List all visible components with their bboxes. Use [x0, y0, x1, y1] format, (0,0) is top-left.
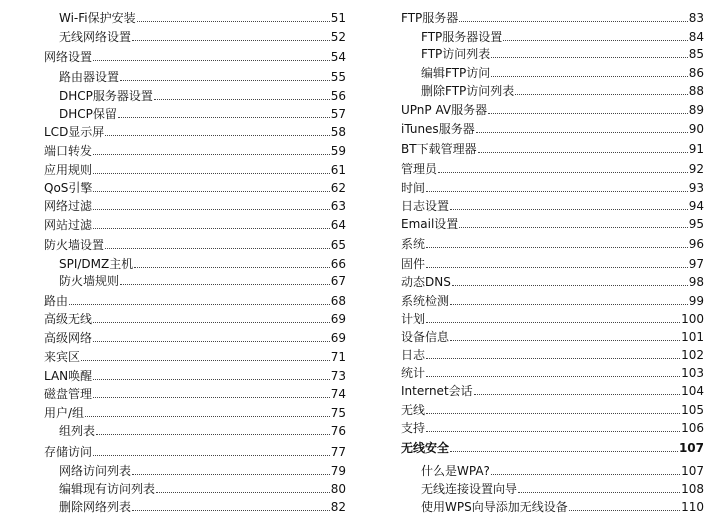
toc-entry[interactable]	[44, 309, 346, 326]
toc-entry[interactable]	[401, 196, 704, 213]
toc-entry[interactable]	[44, 254, 346, 271]
dot-leader	[426, 376, 680, 377]
dot-leader	[426, 413, 680, 414]
toc-entry[interactable]	[401, 178, 704, 195]
toc-entry-page-number: 59	[330, 144, 346, 158]
toc-entry-page-number: 79	[330, 464, 346, 478]
dot-leader	[120, 80, 330, 81]
toc-entry[interactable]	[401, 327, 704, 344]
toc-entry-title: Internet会话	[401, 384, 473, 398]
dot-leader	[515, 94, 687, 95]
toc-entry-page-number: 57	[330, 107, 346, 121]
dot-leader	[438, 172, 688, 173]
toc-entry-title: FTP服务器设置	[421, 30, 503, 44]
toc-entry[interactable]	[401, 100, 704, 117]
toc-entry[interactable]	[44, 122, 346, 139]
toc-entry-page-number: 69	[330, 331, 346, 345]
toc-entry-title: FTP服务器	[401, 11, 459, 25]
toc-entry-page-number: 58	[330, 125, 346, 139]
dot-leader	[503, 40, 687, 41]
toc-entry-title: 防火墙设置	[44, 238, 105, 252]
toc-entry-page-number: 102	[681, 348, 704, 362]
toc-entry[interactable]	[44, 347, 346, 364]
toc-entry-page-number: 89	[688, 103, 704, 117]
toc-entry-title: 网络访问列表	[59, 464, 132, 478]
toc-entry[interactable]	[44, 328, 346, 345]
toc-entry-page-number: 92	[688, 162, 704, 176]
dot-leader	[69, 304, 330, 305]
toc-entry-page-number: 86	[688, 66, 704, 80]
dot-leader	[450, 304, 688, 305]
dot-leader	[93, 154, 330, 155]
toc-entry-title: SPI/DMZ主机	[59, 257, 134, 271]
toc-entry-page-number: 95	[688, 217, 704, 231]
toc-entry-page-number: 69	[330, 312, 346, 326]
toc-entry-page-number: 67	[330, 274, 346, 288]
toc-entry[interactable]	[44, 104, 346, 121]
toc-entry-page-number: 104	[681, 384, 704, 398]
dot-leader	[488, 113, 688, 114]
toc-entry-page-number: 90	[688, 122, 704, 136]
toc-entry-title: 日志设置	[401, 199, 450, 213]
toc-entry-title: 组列表	[59, 424, 96, 438]
dot-leader	[93, 209, 330, 210]
toc-entry-title: UPnP AV服务器	[401, 103, 488, 117]
dot-leader	[459, 227, 687, 228]
toc-entry-page-number: 80	[330, 482, 346, 496]
toc-entry-title: 端口转发	[44, 144, 93, 158]
toc-entry[interactable]	[44, 215, 346, 232]
toc-entry-page-number: 94	[688, 199, 704, 213]
toc-entry-title: 网络过滤	[44, 199, 93, 213]
dot-leader	[93, 228, 330, 229]
dot-leader	[93, 379, 330, 380]
dot-leader	[474, 394, 680, 395]
toc-entry[interactable]	[44, 384, 346, 401]
dot-leader	[426, 431, 680, 432]
dot-leader	[118, 117, 330, 118]
dot-leader	[134, 267, 329, 268]
toc-entry[interactable]	[44, 141, 346, 158]
toc-entry[interactable]	[401, 461, 704, 478]
toc-entry-title: 应用规则	[44, 163, 93, 177]
toc-entry[interactable]	[401, 214, 704, 231]
dot-leader	[426, 322, 680, 323]
toc-entry-title: 高级无线	[44, 312, 93, 326]
toc-entry-page-number: 68	[330, 294, 346, 308]
dot-leader	[120, 284, 330, 285]
toc-entry-title: 路由器设置	[59, 70, 120, 84]
toc-entry[interactable]	[44, 86, 346, 103]
toc-entry-title: LCD显示屏	[44, 125, 105, 139]
toc-entry-title: 存储访问	[44, 445, 93, 459]
toc-entry[interactable]	[44, 479, 346, 496]
dot-leader	[491, 474, 680, 475]
dot-leader	[450, 340, 680, 341]
dot-leader	[93, 60, 330, 61]
toc-entry-title: 磁盘管理	[44, 387, 93, 401]
toc-entry-title: 时间	[401, 181, 426, 195]
toc-entry-page-number: 71	[330, 350, 346, 364]
toc-entry[interactable]	[44, 235, 346, 252]
toc-entry[interactable]	[401, 345, 704, 362]
toc-entry-title: DHCP保留	[59, 107, 117, 121]
dot-leader	[452, 285, 688, 286]
toc-entry-title: 删除网络列表	[59, 500, 132, 514]
toc-entry-title: LAN唤醒	[44, 369, 93, 383]
toc-entry-page-number: 88	[688, 84, 704, 98]
toc-entry-page-number: 98	[688, 275, 704, 289]
toc-entry[interactable]	[44, 366, 346, 383]
dot-leader	[137, 21, 330, 22]
dot-leader	[93, 191, 329, 192]
toc-entry[interactable]	[401, 497, 704, 514]
toc-entry-title: 系统检测	[401, 294, 450, 308]
toc-entry-page-number: 51	[330, 11, 346, 25]
dot-leader	[459, 21, 687, 22]
toc-entry-page-number: 83	[688, 11, 704, 25]
toc-entry-page-number: 99	[688, 294, 704, 308]
toc-entry[interactable]	[44, 421, 346, 438]
toc-entry-title: 动态DNS	[401, 275, 451, 289]
toc-entry-page-number: 107	[681, 464, 704, 478]
toc-entry-title: 固件	[401, 257, 426, 271]
toc-entry-page-number: 100	[681, 312, 704, 326]
toc-entry-title: 使用WPS向导添加无线设备	[421, 500, 568, 514]
toc-entry[interactable]	[44, 196, 346, 213]
toc-entry-title: 日志	[401, 348, 426, 362]
toc-entry[interactable]	[401, 254, 704, 271]
toc-entry-title: 计划	[401, 312, 426, 326]
toc-entry[interactable]	[44, 403, 346, 420]
toc-entry-page-number: 106	[681, 421, 704, 435]
toc-entry-page-number: 65	[330, 238, 346, 252]
toc-entry-title: 编辑现有访问列表	[59, 482, 156, 496]
dot-leader	[132, 40, 330, 41]
toc-entry-page-number: 73	[330, 369, 346, 383]
toc-entry[interactable]	[401, 400, 704, 417]
toc-entry-title: 用户/组	[44, 406, 85, 420]
dot-leader	[93, 322, 330, 323]
dot-leader	[491, 57, 687, 58]
toc-entry[interactable]	[401, 479, 704, 496]
dot-leader	[426, 191, 688, 192]
dot-leader	[105, 248, 330, 249]
toc-entry-title: 管理员	[401, 162, 438, 176]
toc-entry[interactable]	[44, 461, 346, 478]
dot-leader	[93, 173, 330, 174]
dot-leader	[132, 474, 330, 475]
toc-entry-title: 系统	[401, 237, 426, 251]
dot-leader	[105, 135, 329, 136]
dot-leader	[154, 99, 330, 100]
toc-entry[interactable]	[401, 363, 704, 380]
toc-entry[interactable]	[401, 44, 704, 61]
toc-entry[interactable]	[44, 67, 346, 84]
toc-entry-page-number: 105	[681, 403, 704, 417]
dot-leader	[426, 358, 680, 359]
toc-entry-title: iTunes服务器	[401, 122, 475, 136]
toc-entry-title: 高级网络	[44, 331, 93, 345]
toc-entry[interactable]	[44, 47, 346, 64]
toc-entry-page-number: 74	[330, 387, 346, 401]
dot-leader	[81, 360, 330, 361]
toc-entry[interactable]	[44, 27, 346, 44]
toc-entry[interactable]	[401, 81, 704, 98]
toc-entry-title: 设备信息	[401, 330, 450, 344]
toc-entry-page-number: 110	[681, 500, 704, 514]
dot-leader	[478, 152, 688, 153]
toc-entry[interactable]	[401, 272, 704, 289]
toc-entry-title: 删除FTP访问列表	[421, 84, 515, 98]
dot-leader	[426, 247, 688, 248]
toc-entry[interactable]	[44, 442, 346, 459]
toc-entry[interactable]	[401, 291, 704, 308]
toc-entry-page-number: 55	[330, 70, 346, 84]
toc-entry-page-number: 64	[330, 218, 346, 232]
toc-entry-title: QoS引擎	[44, 181, 93, 195]
toc-entry[interactable]	[401, 309, 704, 326]
toc-entry-title: 网络设置	[44, 50, 93, 64]
toc-entry-page-number: 84	[688, 30, 704, 44]
toc-entry[interactable]	[44, 497, 346, 514]
toc-entry[interactable]	[44, 291, 346, 308]
toc-entry-title: Wi-Fi保护安装	[59, 11, 136, 25]
dot-leader	[93, 397, 330, 398]
dot-leader	[476, 132, 688, 133]
toc-entry-page-number: 93	[688, 181, 704, 195]
toc-entry-title: 无线安全	[401, 441, 450, 455]
dot-leader	[450, 209, 688, 210]
toc-entry[interactable]	[401, 418, 704, 435]
toc-entry-title: 网站过滤	[44, 218, 93, 232]
dot-leader	[96, 434, 330, 435]
toc-entry[interactable]	[401, 381, 704, 398]
dot-leader	[85, 416, 330, 417]
toc-entry[interactable]	[401, 159, 704, 176]
toc-entry-title: 无线连接设置向导	[421, 482, 518, 496]
toc-entry[interactable]	[44, 271, 346, 288]
toc-entry[interactable]	[401, 8, 704, 25]
dot-leader	[156, 492, 330, 493]
toc-entry[interactable]	[401, 438, 704, 455]
toc-entry-page-number: 107	[678, 441, 704, 455]
toc-entry-page-number: 76	[330, 424, 346, 438]
toc-entry-page-number: 62	[330, 181, 346, 195]
toc-entry-page-number: 75	[330, 406, 346, 420]
toc-entry-page-number: 52	[330, 30, 346, 44]
dot-leader	[132, 510, 330, 511]
toc-entry-title: 支持	[401, 421, 426, 435]
toc-entry-page-number: 56	[330, 89, 346, 103]
toc-entry[interactable]	[44, 8, 346, 25]
toc-entry[interactable]	[44, 178, 346, 195]
dot-leader	[491, 76, 687, 77]
dot-leader	[450, 451, 678, 452]
toc-entry[interactable]	[401, 63, 704, 80]
toc-entry-title: 路由	[44, 294, 69, 308]
toc-entry-title: FTP访问列表	[421, 47, 491, 61]
dot-leader	[569, 510, 680, 511]
dot-leader	[93, 341, 330, 342]
toc-entry[interactable]	[401, 234, 704, 251]
toc-entry-page-number: 97	[688, 257, 704, 271]
toc-entry[interactable]	[401, 119, 704, 136]
toc-entry-page-number: 91	[688, 142, 704, 156]
toc-entry-title: DHCP服务器设置	[59, 89, 153, 103]
toc-entry-page-number: 61	[330, 163, 346, 177]
toc-entry-page-number: 66	[330, 257, 346, 271]
toc-entry-page-number: 85	[688, 47, 704, 61]
toc-entry[interactable]	[401, 27, 704, 44]
toc-entry-page-number: 77	[330, 445, 346, 459]
toc-entry-title: 无线网络设置	[59, 30, 132, 44]
toc-entry-title: 统计	[401, 366, 426, 380]
toc-entry-page-number: 82	[330, 500, 346, 514]
toc-entry-page-number: 108	[681, 482, 704, 496]
toc-entry-title: Email设置	[401, 217, 459, 231]
toc-entry-title: 编辑FTP访问	[421, 66, 491, 80]
toc-entry[interactable]	[401, 139, 704, 156]
toc-entry-page-number: 96	[688, 237, 704, 251]
toc-entry-title: 来宾区	[44, 350, 81, 364]
dot-leader	[93, 455, 330, 456]
toc-entry-title: 什么是WPA?	[421, 464, 490, 478]
toc-entry-title: 防火墙规则	[59, 274, 120, 288]
toc-entry-page-number: 103	[681, 366, 704, 380]
dot-leader	[518, 492, 680, 493]
toc-entry-page-number: 101	[681, 330, 704, 344]
toc-entry-page-number: 63	[330, 199, 346, 213]
dot-leader	[426, 267, 688, 268]
toc-entry[interactable]	[44, 160, 346, 177]
toc-entry-title: BT下载管理器	[401, 142, 477, 156]
toc-entry-title: 无线	[401, 403, 426, 417]
toc-entry-page-number: 54	[330, 50, 346, 64]
